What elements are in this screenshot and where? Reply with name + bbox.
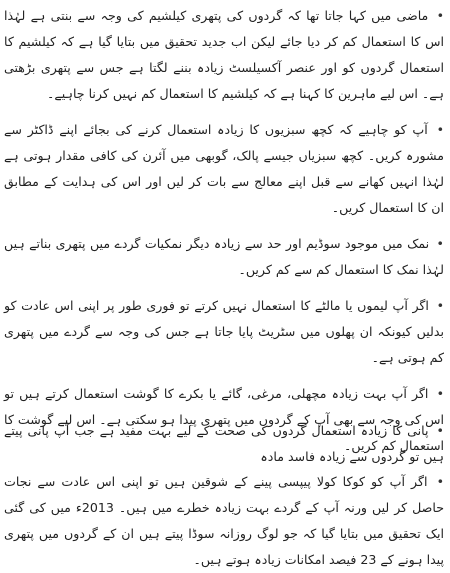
paragraph-text: آپ کو چاہیے کہ کچھ سبزیوں کا زیادہ استعمال کرنے کی بجائے اپنے ڈاکٹر سے مشورہ کریں۔ کچھ سبزیاں جیسے پالک، گوبھی میں آئرن کی کافی مقدار ہوتی ہے لہٰذا انہیں کھانے سے قبل اپنے معالج سے بات کر لیں اور اس کی ہدایت کے مطابق ان کا استعمال کریں۔ [4,122,444,215]
paragraph-text: اگر آپ بہت زیادہ مچھلی، مرغی، گائے یا بکرے کا گوشت استعمال کرتے ہیں تو اس کی وجہ سے بھی آپ کے گردوں میں پتھری پیدا ہو سکتی ہے۔ اس لیے گوشت کا استعمال کم کریں۔ [4,386,444,453]
bullet-icon: • [436,236,444,251]
paragraph-text: نمک میں موجود سوڈیم اور حد سے زیادہ دیگر نمکیات گردے میں پتھری بناتے ہیں لہٰذا نمک کا استعمال کم سے کم کریں۔ [4,236,444,277]
bullet-icon: • [436,298,444,313]
bullet-icon: • [436,122,444,137]
paragraph-text: ماضی میں کہا جاتا تھا کہ گردوں کی پتھری کیلشیم کی وجہ سے بنتی ہے لہٰذا اس کا استعمال کم کر دیا جائے لیکن اب جدید تحقیق میں بتایا گیا ہے کہ کیلشیم کا استعمال گردوں کو اور عنصر آکسیلسٹ زیادہ بننے لگتا ہے جس سے پتھری بڑھتی ہے۔ اس لیے ماہرین کا کہنا ہے کہ کیلشیم کا استعمال کم نہیں کرنا چاہیے۔ [4,8,444,101]
bullet-icon: • [436,474,444,489]
paragraph-vegetables [4,117,444,221]
paragraph-soda [4,469,444,573]
truncated-text: پانی کا زیادہ استعمال گردوں کی صحت کے لیے بہت مفید ہے جب آپ پانی پیتے ہیں تو گردوں سے زیادہ فاسد مادہ [4,423,444,464]
paragraph-text: اگر آپ لیموں یا مالٹے کا استعمال نہیں کرتے تو فوری طور پر اپنی اس عادت کو بدلیں کیونکہ ان پھلوں میں سٹریٹ پایا جاتا ہے جس کی وجہ سے گردے میں پتھری کم ہوتی ہے۔ [4,298,444,365]
bullet-icon: • [436,386,444,401]
bullet-icon: • [436,8,444,23]
paragraph-salt [4,231,444,283]
article-body [4,3,444,573]
paragraph-text: اگر آپ کو کوکا کولا پیپسی پینے کے شوقین ہیں تو اپنی اس عادت سے نجات حاصل کر لیں ورنہ آپ کے گردے بہت زیادہ خطرے میں ہیں۔ 2013ء میں کی گئی ایک تحقیق میں بتایا گیا کہ جو لوگ روزانہ سوڈا پیتے ہیں ان کے گردوں میں پتھری پیدا ہونے کے 23 فیصد امکانات زیادہ ہوتے ہیں۔ [4,474,444,567]
paragraph-citrus [4,293,444,371]
bullet-icon: • [436,423,444,438]
paragraph-calcium [4,3,444,107]
